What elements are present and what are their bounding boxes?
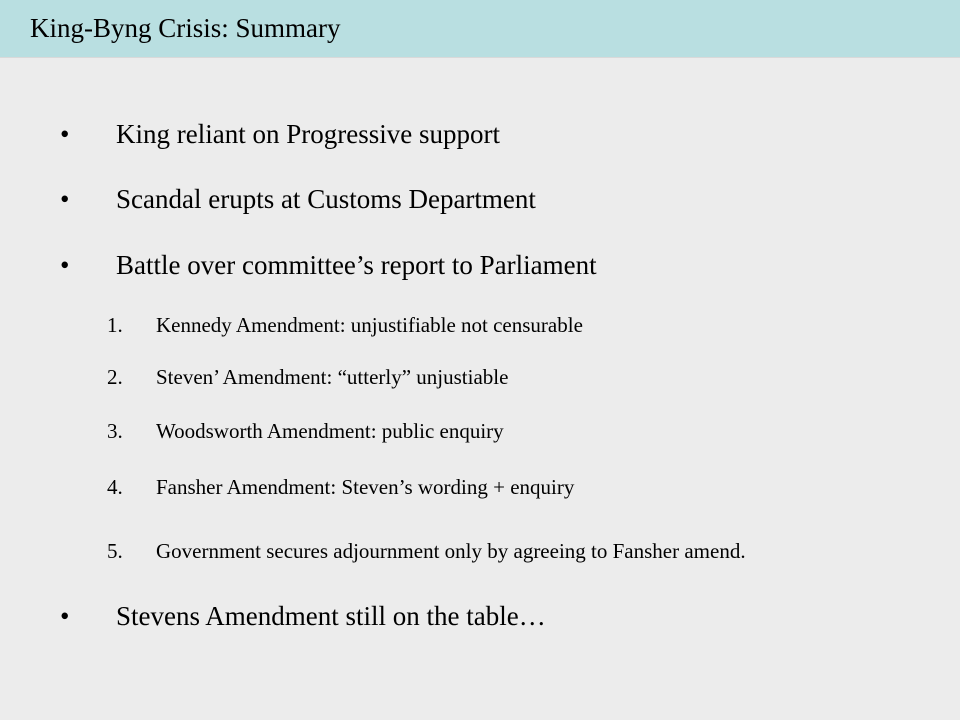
bullet-text: Stevens Amendment still on the table… bbox=[116, 601, 546, 631]
amendment-number: 3. bbox=[107, 419, 123, 443]
bullet-dot-icon: • bbox=[60, 601, 70, 631]
bullet-dot-icon: • bbox=[60, 184, 70, 214]
amendment-text: Steven’ Amendment: “utterly” unjustiable bbox=[156, 365, 509, 389]
bullet-dot-icon: • bbox=[60, 119, 70, 149]
slide-title: King-Byng Crisis: Summary bbox=[18, 0, 354, 57]
title-divider bbox=[0, 57, 960, 58]
amendment-text: Fansher Amendment: Steven’s wording + enquiry bbox=[156, 475, 575, 499]
amendment-number: 1. bbox=[107, 313, 123, 337]
bullet-text: Scandal erupts at Customs Department bbox=[116, 184, 536, 214]
amendment-text: Woodsworth Amendment: public enquiry bbox=[156, 419, 504, 443]
amendment-number: 4. bbox=[107, 475, 123, 499]
amendment-number: 2. bbox=[107, 365, 123, 389]
bullet-text: Battle over committee’s report to Parliament bbox=[116, 250, 597, 280]
amendment-number: 5. bbox=[107, 539, 123, 563]
bullet-dot-icon: • bbox=[60, 250, 70, 280]
bullet-text: King reliant on Progressive support bbox=[116, 119, 500, 149]
amendment-text: Kennedy Amendment: unjustifiable not censurable bbox=[156, 313, 583, 337]
amendment-text: Government secures adjournment only by agreeing to Fansher amend. bbox=[156, 539, 746, 563]
